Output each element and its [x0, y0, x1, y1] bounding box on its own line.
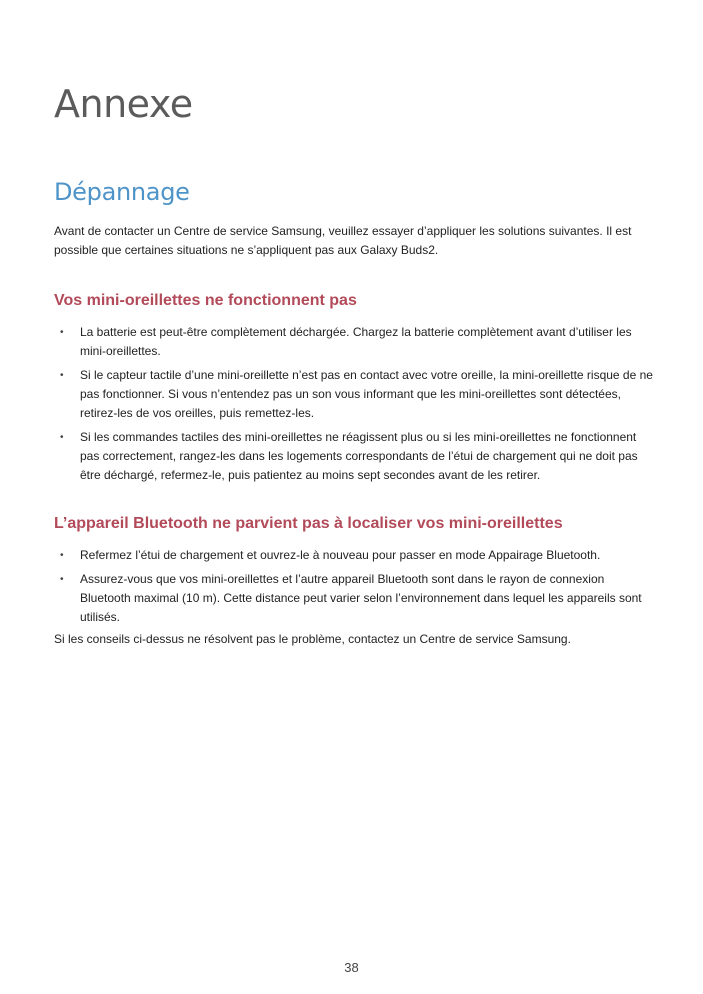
bullet-icon: • [60, 432, 64, 443]
list-item-text: Si le capteur tactile d’une mini-oreillette n’est pas en contact avec votre oreille, la mini-oreillette risque de ne pas fonctionner. Si vous n’entendez pas un son vous informant que les mini-oreillettes sont détectées, retirez-les de vos oreilles, puis remettez-les. [80, 368, 653, 420]
list-item [54, 546, 654, 565]
earbuds-not-working-list [54, 323, 654, 490]
list-item-text: Refermez l’étui de chargement et ouvrez-le à nouveau pour passer en mode Appairage Bluetooth. [80, 548, 601, 562]
list-item [54, 323, 654, 361]
closing-paragraph: Si les conseils ci-dessus ne résolvent pas le problème, contactez un Centre de service Samsung. [54, 632, 571, 646]
bullet-icon: • [60, 574, 64, 585]
list-item [54, 366, 654, 423]
bullet-icon: • [60, 327, 64, 338]
intro-paragraph: Avant de contacter un Centre de service Samsung, veuillez essayer d’appliquer les solutions suivantes. Il est possible que certaines situations ne s’appliquent pas aux Galaxy Buds2. [54, 224, 632, 257]
list-item [54, 570, 654, 627]
list-item [54, 428, 654, 485]
bullet-icon: • [60, 550, 64, 561]
section-title: Dépannage [54, 178, 190, 206]
page-number: 38 [344, 960, 359, 975]
bluetooth-not-found-list [54, 546, 654, 632]
list-item-text: Assurez-vous que vos mini-oreillettes et l’autre appareil Bluetooth sont dans le rayon de connexion Bluetooth maximal (10 m). Cette distance peut varier selon l’environnement dans lequel les appareils sont utilisés. [80, 572, 642, 624]
chapter-title: Annexe [54, 82, 193, 126]
list-item-text: Si les commandes tactiles des mini-oreillettes ne réagissent plus ou si les mini-oreillettes ne fonctionnent pas correctement, rangez-les dans les logements correspondants de l’étui de chargement qui ne doit pas être déchargé, refermez-le, puis patientez au moins sept secondes avant de les retirer. [80, 430, 638, 482]
list-item-text: La batterie est peut-être complètement déchargée. Chargez la batterie complètement avant d’utiliser les mini-oreillettes. [80, 325, 632, 358]
subsection-heading-bluetooth-not-found: L’appareil Bluetooth ne parvient pas à localiser vos mini-oreillettes [54, 515, 563, 532]
subsection-heading-earbuds-not-working: Vos mini-oreillettes ne fonctionnent pas [54, 292, 357, 309]
bullet-icon: • [60, 370, 64, 381]
